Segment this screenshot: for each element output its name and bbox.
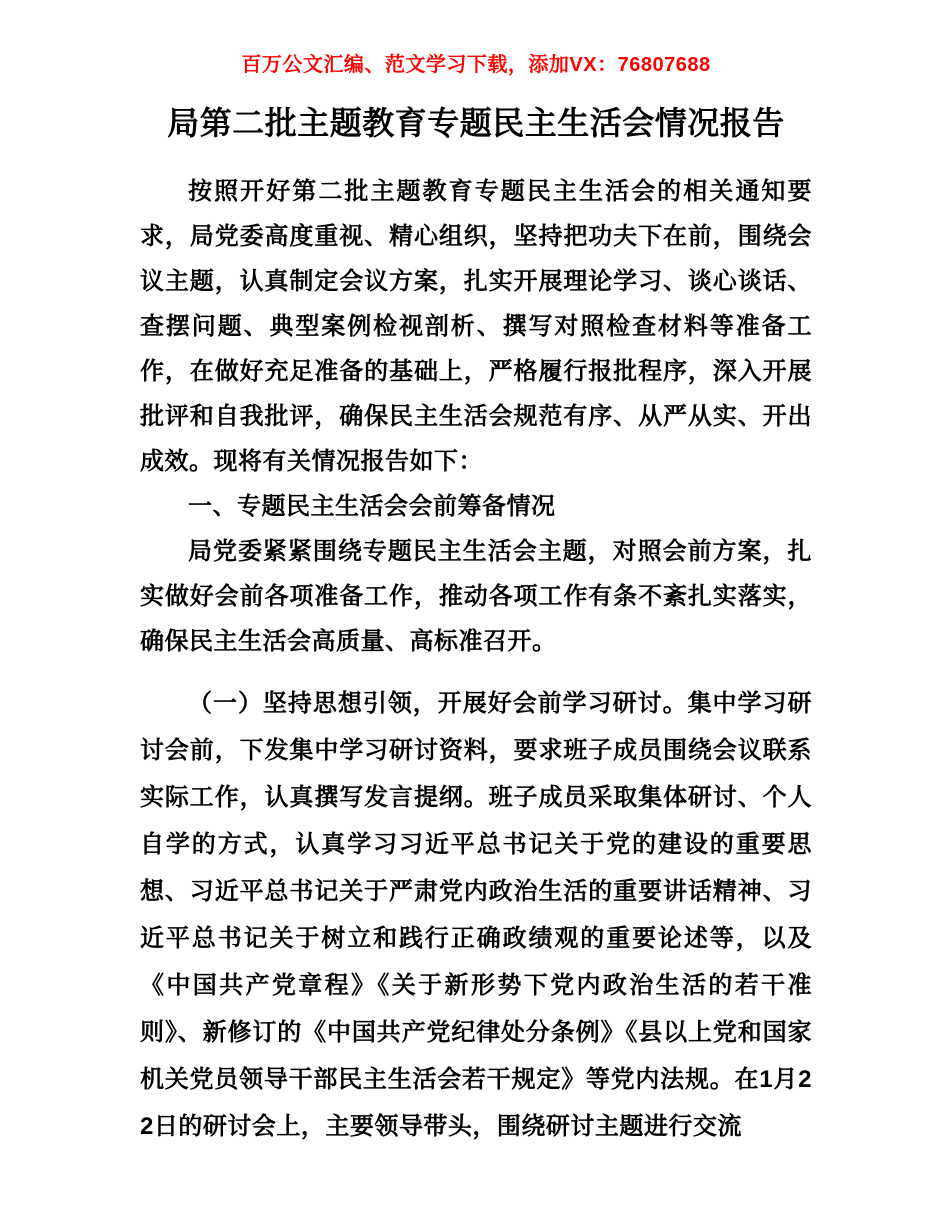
paragraph-preparation: 局党委紧紧围绕专题民主生活会主题，对照会前方案，扎实做好会前各项准备工作，推动各项工作有条不紊扎实落实，确保民主生活会高质量、高标准召开。 bbox=[140, 538, 812, 655]
document-title: 局第二批主题教育专题民主生活会情况报告 bbox=[167, 105, 785, 141]
paragraph-study: （一）坚持思想引领，开展好会前学习研讨。集中学习研讨会前，下发集中学习研讨资料，要求班子成员围绕会议联系实际工作，认真撰写发言提纲。班子成员采取集体研讨、个人自学的方式，认真学习习近平总书记关于党的建设的重要思想、习近平总书记关于严肃党内政治生活的重要讲话精神、习近平总书记关于树立和践行正确政绩观的重要论述等，以及《中国共产党章程》《关于新形势下党内政治生活的若干准则》、新修订的《中国共产党纪律处分条例》《县以上党和国家机关党员领导干部民主生活会若干规定》等党内法规。在1月22日的研讨会上，主要领导带头，围绕研讨主题进行交流 bbox=[140, 690, 812, 1140]
section-heading: 一、专题民主生活会会前筹备情况 bbox=[188, 493, 556, 520]
header-notice: 百万公文汇编、范文学习下载，添加VX：76807688 bbox=[241, 54, 711, 76]
paragraph-intro: 按照开好第二批主题教育专题民主生活会的相关通知要求，局党委高度重视、精心组织，坚持把功夫下在前，围绕会议主题，认真制定会议方案，扎实开展理论学习、谈心谈话、查摆问题、典型案例检视剖析、撰写对照检查材料等准备工作，在做好充足准备的基础上，严格履行报批程序，深入开展批评和自我批评，确保民主生活会规范有序、从严从实、开出成效。现将有关情况报告如下： bbox=[140, 178, 812, 475]
